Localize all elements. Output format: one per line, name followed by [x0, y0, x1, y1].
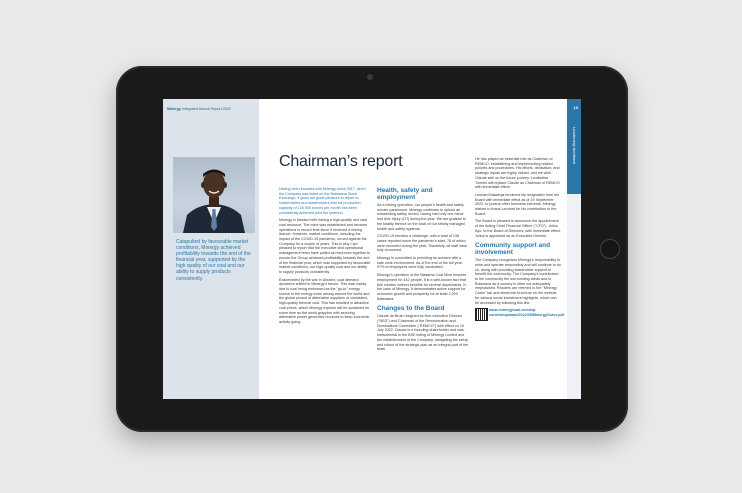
photo-panel: [163, 99, 259, 399]
column-1: [279, 187, 371, 328]
body-paragraph: Leonard Mawenja tendered his resignation from the Board with immediate effect as of 19 September 2022, to pursue other business interests. Minergy wishes to thank Leonard for his contribution to the Board.: [475, 192, 560, 216]
tablet-screen: [163, 99, 581, 399]
body-paragraph: The Board is pleased to announce the appointment of the Acting Chief Financial Officer ("CFO"), Julius Ayo, to the Board of Directors, with immediate effect. Julius is appointed as an Executive Director.: [475, 219, 561, 238]
body-paragraph: COVID-19 remains a challenge, with a total of 138 cases reported since the pandemic's start, 78 of which were recorded during the year. Thankfully, all staff have fully recovered.: [377, 234, 468, 253]
report-name: Integrated Annual Report 2022: [181, 107, 231, 111]
community-link-row: [475, 308, 564, 317]
intro-paragraph: Having been involved with Minergy since 2017, when the Company was listed on the Botswana Stock Exchange, it gives me great pleasure to report to shareholders and stakeholders that full production capacity of 125 000 tonnes per month has been consistently achieved post the yearend.: [279, 187, 366, 215]
brand-name: Minergy: [167, 107, 181, 111]
home-button[interactable]: [600, 239, 620, 259]
body-paragraph: Minergy's operation of the Masama Coal Mine ensures employment for 442 people. It is a well-known fact that this creates indirect benefits for several dependants. In the case of Minergy, it demonstrates active support for economic growth and prosperity for at least 3,200 Batswana.: [377, 273, 467, 301]
column-3: [475, 157, 564, 318]
side-tab-active[interactable]: [567, 99, 581, 194]
photo-caption: Catapulted by favourable market conditions, Minergy achieved profitability towards the end of the financial year, supported by the high quality of our coal and our ability to supply products consistently.: [176, 239, 251, 282]
tablet-device: [116, 66, 628, 432]
body-paragraph: He has played an essential role as Chairman of REMCO, establishing and implementing related policies and procedures. His efforts, dedication, and strategic inputs are highly valued, and we wish Claude well on the future journey. Leutlwetse Tumelo will replace Claude as Chairman of REMCO with immediate effect.: [475, 157, 560, 190]
section-heading-board-changes: Changes to the Board: [377, 305, 445, 313]
body-paragraph: Minergy is blessed with having a high-quality and vast coal resource. The mine was established and became operations in record time since it received a mining licence. However, market conditions, including the impact of the COVID-19 pandemic, turned against the Company for a couple of years. This is why I am pleased to report that the executive and operational management team have pulled all resources together to ensure the Group achieved profitability towards the end of the financial year, which was supported by favourable market conditions, our high-quality coal and our ability to supply products consistently.: [279, 218, 371, 274]
body-paragraph: Exacerbated by the war in Ukraine, coal demand dynamics shifted in Minergy's favour. This was mainly due to coal being embraced as the "go-to" energy source in the energy crisis arising around the world and the global pursuit of alternative suppliers of consistent, high-quality thermal coal. This has resulted in attractive coal prices, which Minergy expects will be sustained for some time as the world grapples with securing alternative power generation sources to keep economic activity going.: [279, 277, 370, 324]
side-tab-label: Leadership feedback: [572, 127, 577, 165]
page-title: Chairman’s report: [279, 153, 403, 170]
body-paragraph: Minergy is committed to providing its workers with a safe work environment. As of the end of the full year, 97% of employees were fully vaccinated.: [377, 256, 463, 270]
section-heading-community: Community support and involvement: [475, 242, 551, 257]
page-number: 15: [573, 105, 578, 110]
body-paragraph: Claude de Bruin resigned as Non-executive Director ("NED") and Chairman of the Remuneration and Nominations Committee ("REMCO") with effect on 15 July 2022. Claude is a founding shareholder and was instrumental in the BSE listing of Minergy Limited and the establishment of the Company, navigating the setup and rollout of the strategic plan as an integral part of the team.: [377, 314, 469, 352]
report-header: [167, 107, 231, 111]
chairman-photo: [173, 157, 255, 233]
camera-dot: [367, 74, 373, 80]
body-paragraph: As a mining operation, our people's health and safety remain paramount. Minergy continues to uphold an outstanding safety record, having had only one minor lost time injury (LTI) during the year. We are grateful to the totality thereof on the back of our strictly managed health and safety systems.: [377, 203, 466, 231]
column-2: [377, 187, 469, 355]
qr-code-icon: [475, 308, 488, 321]
body-paragraph: The Company recognises Minergy's responsibility to mine and operate responsibly and will continue to do so, along with providing stakeholder support to benefit the community. The Company's contribution to the community the surrounding areas and to Botswana as a country is often not adequately emphasised. Readers are referred to the "Minergy Cares" tab and electronic brochure on the website for various social investment highlights, which can be accessed by following this link:: [475, 258, 561, 305]
minergy-cares-link[interactable]: www.minergycoal.com/wp-content/uploads/2022/09/MinergyCares.pdf: [489, 308, 564, 317]
section-heading-health-safety: Health, safety and employment: [377, 187, 433, 201]
